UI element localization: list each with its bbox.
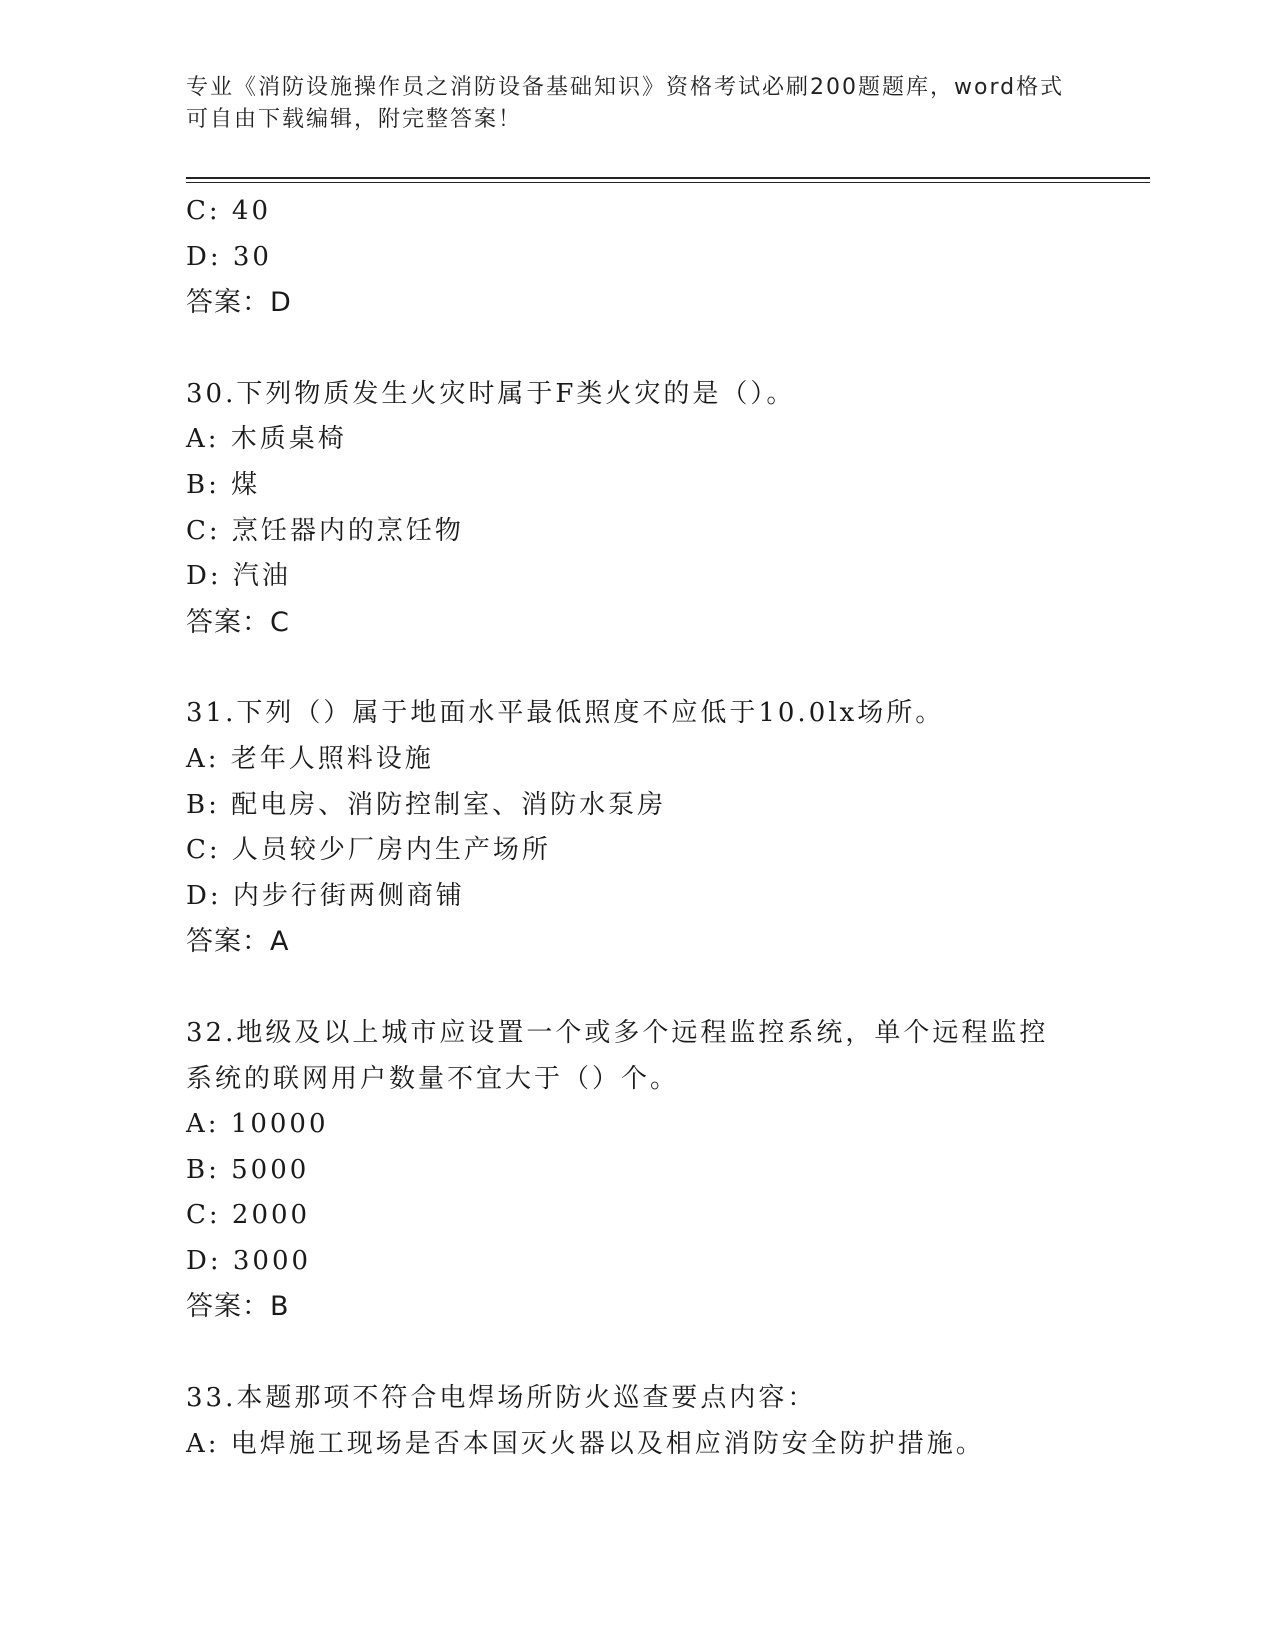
option-b: B: 配电房、消防控制室、消防水泵房 bbox=[186, 789, 667, 820]
header-divider-thin bbox=[186, 182, 1150, 183]
option-d: D: 30 bbox=[186, 241, 272, 272]
option-c: C: 烹饪器内的烹饪物 bbox=[186, 515, 464, 546]
question-32-text: 32.地级及以上城市应设置一个或多个远程监控系统，单个远程监控系统的联网用户数量不宜大于（）个。 bbox=[186, 1017, 1049, 1094]
header-divider bbox=[186, 177, 1150, 179]
question-31-text: 31.下列（）属于地面水平最低照度不应低于10.0lx场所。 bbox=[186, 698, 945, 729]
question-list bbox=[186, 189, 1146, 1467]
option-b: B: 煤 bbox=[186, 469, 261, 500]
question-30-text: 30.下列物质发生火灾时属于F类火灾的是（）。 bbox=[186, 378, 796, 409]
option-c: C: 2000 bbox=[186, 1200, 311, 1231]
answer-line: 答案：D bbox=[186, 287, 292, 319]
answer-line: 答案：B bbox=[186, 1291, 290, 1323]
option-d: D: 3000 bbox=[186, 1245, 312, 1276]
option-d: D: 汽油 bbox=[186, 561, 291, 592]
answer-line: 答案：A bbox=[186, 926, 290, 958]
option-b: B: 5000 bbox=[186, 1154, 310, 1185]
option-c: C: 40 bbox=[186, 196, 272, 226]
option-a: A: 老年人照料设施 bbox=[186, 743, 434, 774]
document-header bbox=[186, 72, 1066, 136]
option-a: A: 电焊施工现场是否本国灭火器以及相应消防安全防护措施。 bbox=[186, 1428, 985, 1459]
option-d: D: 内步行街两侧商铺 bbox=[186, 880, 465, 911]
option-c: C: 人员较少厂房内生产场所 bbox=[186, 835, 551, 866]
option-a: A: 木质桌椅 bbox=[186, 424, 347, 455]
question-33-text: 33.本题那项不符合电焊场所防火巡查要点内容： bbox=[186, 1383, 817, 1414]
option-a: A: 10000 bbox=[186, 1109, 329, 1140]
header-title: 专业《消防设施操作员之消防设备基础知识》资格考试必刷200题题库，word格式可自由下载编辑，附完整答案！ bbox=[186, 75, 1065, 132]
answer-line: 答案：C bbox=[186, 606, 290, 638]
